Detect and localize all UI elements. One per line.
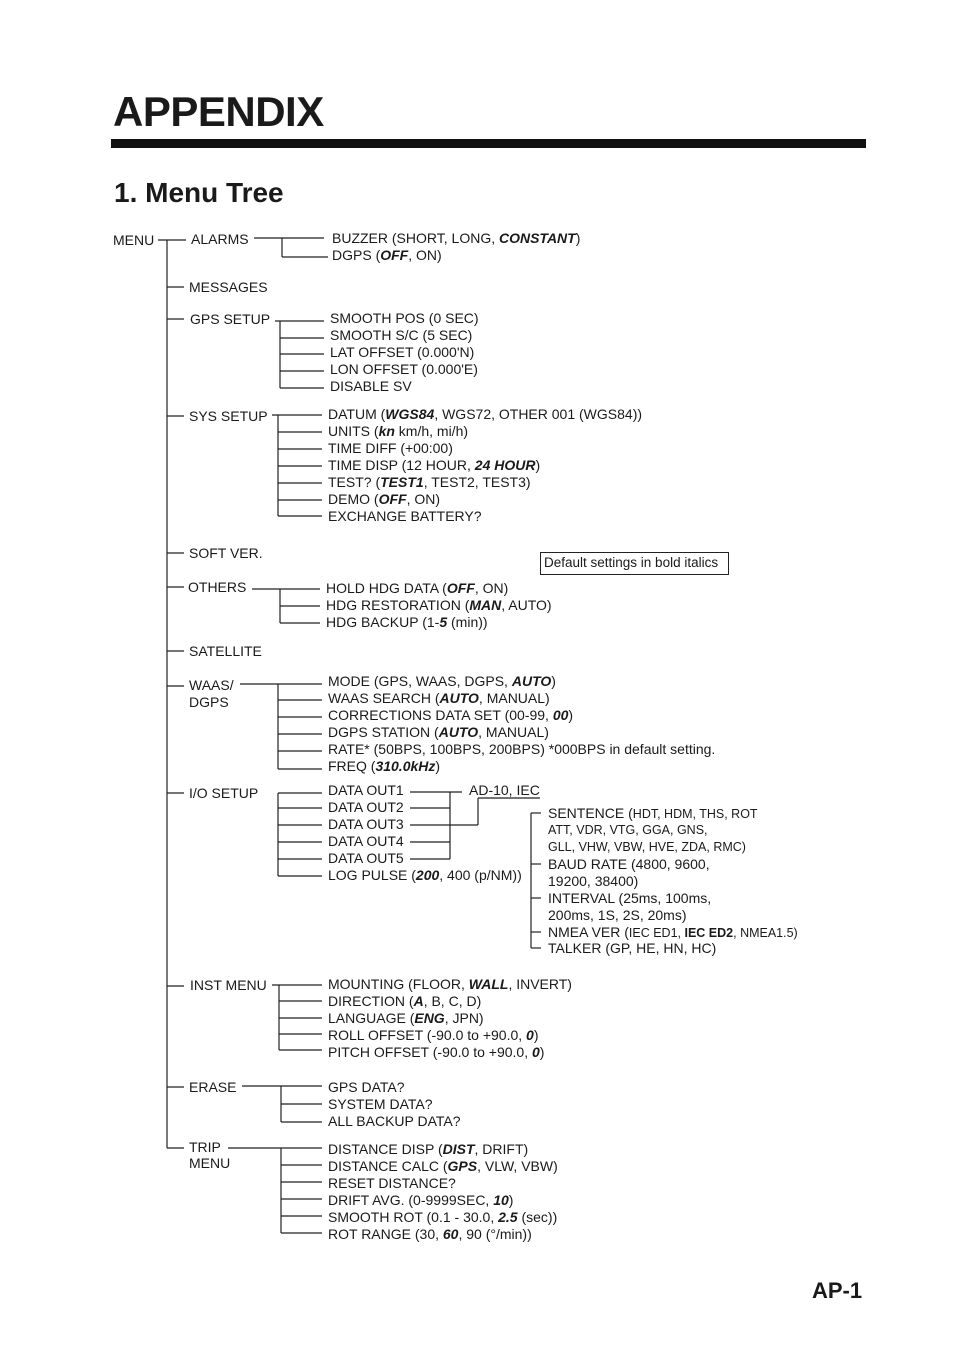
item-text: , ON) bbox=[474, 580, 509, 596]
menu-trip-menu-line1: TRIP bbox=[189, 1139, 221, 1155]
menu-item bbox=[328, 1158, 558, 1174]
menu-item bbox=[328, 673, 556, 689]
menu-item bbox=[328, 1044, 544, 1060]
item-text: , MANUAL) bbox=[478, 690, 550, 706]
item-text: WAAS SEARCH ( bbox=[328, 690, 440, 706]
menu-item bbox=[328, 1192, 513, 1208]
menu-item bbox=[328, 457, 540, 473]
menu-item bbox=[328, 976, 572, 992]
menu-satellite: SATELLITE bbox=[189, 643, 262, 659]
item-text: , VLW, VBW) bbox=[477, 1158, 558, 1174]
default-value: OFF bbox=[378, 491, 407, 507]
item-text: DATA OUT3 bbox=[328, 816, 404, 832]
nmea-opt3: , NMEA1.5) bbox=[733, 926, 798, 940]
menu-item bbox=[328, 758, 440, 774]
item-text: BUZZER (SHORT, LONG, bbox=[332, 230, 499, 246]
menu-trip-menu-line2: MENU bbox=[189, 1155, 231, 1171]
menu-item bbox=[326, 597, 552, 613]
item-text: ) bbox=[435, 758, 441, 774]
sentence-line2: ATT, VDR, VTG, GGA, GNS, bbox=[548, 823, 708, 837]
menu-item bbox=[328, 1175, 456, 1191]
menu-item bbox=[328, 741, 715, 757]
item-text: , B, C, D) bbox=[423, 993, 482, 1009]
item-text: ) bbox=[508, 1192, 514, 1208]
nmea-opt1: IEC ED1, bbox=[628, 926, 685, 940]
default-value: AUTO bbox=[511, 673, 552, 689]
menu-item bbox=[328, 491, 440, 507]
item-text: DGPS ( bbox=[332, 247, 381, 263]
item-text: RESET DISTANCE? bbox=[328, 1175, 456, 1191]
menu-sys-setup: SYS SETUP bbox=[189, 408, 268, 424]
item-text: ) bbox=[533, 1027, 539, 1043]
menu-item bbox=[328, 1010, 484, 1026]
item-text: ) bbox=[568, 707, 574, 723]
default-settings-note: Default settings in bold italics bbox=[540, 552, 729, 575]
menu-item bbox=[332, 247, 442, 263]
sentence-line3: GLL, VHW, VBW, HVE, ZDA, RMC) bbox=[548, 840, 746, 854]
default-value: 310.0kHz bbox=[375, 758, 436, 774]
menu-item bbox=[328, 406, 642, 422]
item-text: DISTANCE DISP ( bbox=[328, 1141, 443, 1157]
menu-item bbox=[328, 440, 453, 456]
menu-item bbox=[328, 833, 404, 849]
menu-item bbox=[330, 344, 474, 360]
default-value: 0 bbox=[526, 1027, 534, 1043]
sentence-line1 bbox=[548, 805, 758, 822]
item-text: , AUTO) bbox=[501, 597, 552, 613]
item-text: LON OFFSET (0.000'E) bbox=[330, 361, 478, 377]
item-text: DEMO ( bbox=[328, 491, 379, 507]
menu-alarms: ALARMS bbox=[191, 231, 249, 247]
item-text: HDG RESTORATION ( bbox=[326, 597, 470, 613]
menu-item bbox=[328, 423, 468, 439]
item-text: LAT OFFSET (0.000'N) bbox=[330, 344, 475, 360]
default-value: 10 bbox=[493, 1192, 509, 1208]
item-text: DRIFT AVG. (0-9999SEC, bbox=[328, 1192, 494, 1208]
baud-rate-line2: 19200, 38400) bbox=[548, 873, 639, 889]
menu-item bbox=[328, 782, 404, 798]
item-text: DATA OUT2 bbox=[328, 799, 404, 815]
item-text: SYSTEM DATA? bbox=[328, 1096, 433, 1112]
default-value: 24 HOUR bbox=[474, 457, 536, 473]
interval-line2: 200ms, 1S, 2S, 20ms) bbox=[548, 907, 687, 923]
item-text: RATE* (50BPS, 100BPS, 200BPS) *000BPS in default setting. bbox=[328, 741, 716, 757]
item-text: ) bbox=[551, 673, 556, 689]
menu-gps-setup: GPS SETUP bbox=[190, 311, 271, 327]
item-text: , ON) bbox=[406, 491, 441, 507]
item-text: TIME DIFF (+00:00) bbox=[328, 440, 453, 456]
default-value: 60 bbox=[442, 1226, 459, 1242]
talker: TALKER (GP, HE, HN, HC) bbox=[548, 940, 717, 956]
default-value: 5 bbox=[439, 614, 448, 630]
default-value: ENG bbox=[414, 1010, 445, 1026]
item-text: HDG BACKUP (1- bbox=[326, 614, 440, 630]
item-text: , DRIFT) bbox=[474, 1141, 529, 1157]
item-text: ) bbox=[575, 230, 581, 246]
default-value: OFF bbox=[380, 247, 409, 263]
menu-item bbox=[328, 707, 573, 723]
item-text: ) bbox=[535, 457, 541, 473]
item-text: (sec)) bbox=[517, 1209, 558, 1225]
menu-item bbox=[332, 230, 580, 246]
nmea-ver bbox=[548, 924, 798, 941]
item-text: UNITS ( bbox=[328, 423, 379, 439]
sentence-label: SENTENCE ( bbox=[548, 805, 633, 821]
menu-inst-menu: INST MENU bbox=[190, 977, 267, 993]
item-text: SMOOTH S/C (5 SEC) bbox=[330, 327, 473, 343]
item-text: DGPS STATION ( bbox=[328, 724, 439, 740]
item-text: EXCHANGE BATTERY? bbox=[328, 508, 482, 524]
menu-item bbox=[328, 1226, 532, 1242]
item-text: MODE (GPS, WAAS, DGPS, bbox=[328, 673, 512, 689]
menu-item bbox=[328, 816, 404, 832]
menu-item bbox=[328, 1079, 405, 1095]
item-text: km/h, mi/h) bbox=[394, 423, 469, 439]
default-value: GPS bbox=[447, 1158, 478, 1174]
menu-item bbox=[328, 867, 522, 883]
item-text: MOUNTING (FLOOR, bbox=[328, 976, 469, 992]
nmea-opt2: IEC ED2 bbox=[684, 926, 734, 940]
item-text: SMOOTH ROT (0.1 - 30.0, bbox=[328, 1209, 499, 1225]
section-title: 1. Menu Tree bbox=[114, 177, 284, 208]
menu-item bbox=[328, 1027, 539, 1043]
default-value: CONSTANT bbox=[498, 230, 576, 246]
item-text: PITCH OFFSET (-90.0 to +90.0, bbox=[328, 1044, 532, 1060]
item-text: LOG PULSE ( bbox=[328, 867, 416, 883]
interval-line1: INTERVAL (25ms, 100ms, bbox=[548, 890, 712, 906]
menu-item bbox=[328, 850, 404, 866]
menu-item bbox=[328, 1096, 433, 1112]
item-text: SMOOTH POS (0 SEC) bbox=[330, 310, 479, 326]
default-value: MAN bbox=[469, 597, 502, 613]
menu-item bbox=[328, 993, 481, 1009]
item-text: FREQ ( bbox=[328, 758, 376, 774]
item-text: GPS DATA? bbox=[328, 1079, 405, 1095]
nmea-label: NMEA VER ( bbox=[548, 924, 629, 940]
default-value: 200 bbox=[415, 867, 440, 883]
item-text: TEST? ( bbox=[328, 474, 381, 490]
default-value: AUTO bbox=[439, 690, 479, 706]
item-text: , ON) bbox=[408, 247, 442, 263]
menu-item bbox=[326, 614, 488, 630]
item-text: ROLL OFFSET (-90.0 to +90.0, bbox=[328, 1027, 527, 1043]
item-text: DISABLE SV bbox=[330, 378, 412, 394]
item-text: HOLD HDG DATA ( bbox=[326, 580, 447, 596]
default-value: 2.5 bbox=[498, 1209, 518, 1225]
default-value: A bbox=[413, 993, 424, 1009]
item-text: CORRECTIONS DATA SET (00-99, bbox=[328, 707, 553, 723]
menu-waas-dgps-line2: DGPS bbox=[189, 694, 229, 710]
default-value: kn bbox=[378, 423, 395, 439]
menu-soft-ver: SOFT VER. bbox=[189, 545, 263, 561]
default-value: WALL bbox=[468, 976, 509, 992]
item-text: DIRECTION ( bbox=[328, 993, 414, 1009]
item-text: ROT RANGE (30, bbox=[328, 1226, 443, 1242]
menu-waas-dgps-line1: WAAS/ bbox=[189, 677, 234, 693]
item-text: DISTANCE CALC ( bbox=[328, 1158, 448, 1174]
menu-messages: MESSAGES bbox=[189, 279, 268, 295]
item-text: DATA OUT4 bbox=[328, 833, 404, 849]
data-out1-extra: AD-10, IEC bbox=[469, 782, 540, 798]
item-text: , INVERT) bbox=[508, 976, 572, 992]
item-text: TIME DISP (12 HOUR, bbox=[328, 457, 475, 473]
item-text: , WGS72, OTHER 001 (WGS84)) bbox=[434, 406, 643, 422]
default-value: 00 bbox=[552, 707, 569, 723]
item-text: , 400 (p/NM)) bbox=[439, 867, 522, 883]
item-text: ) bbox=[539, 1044, 545, 1060]
item-text: LANGUAGE ( bbox=[328, 1010, 415, 1026]
sentence-values: HDT, HDM, THS, ROT bbox=[632, 807, 758, 821]
menu-item bbox=[328, 1141, 528, 1157]
item-text: DATA OUT5 bbox=[328, 850, 404, 866]
item-text: (min)) bbox=[447, 614, 488, 630]
menu-item bbox=[328, 1209, 557, 1225]
menu-item bbox=[330, 310, 479, 326]
menu-item bbox=[330, 361, 478, 377]
menu-item bbox=[328, 508, 482, 524]
default-value: 0 bbox=[531, 1044, 540, 1060]
menu-item bbox=[328, 690, 550, 706]
menu-item bbox=[328, 474, 531, 490]
default-value: WGS84 bbox=[385, 406, 435, 422]
menu-item bbox=[328, 799, 404, 815]
item-text: ALL BACKUP DATA? bbox=[328, 1113, 461, 1129]
item-text: DATA OUT1 bbox=[328, 782, 404, 798]
page-number: AP-1 bbox=[812, 1278, 863, 1303]
menu-erase: ERASE bbox=[189, 1079, 237, 1095]
item-text: , JPN) bbox=[444, 1010, 484, 1026]
menu-item bbox=[330, 327, 472, 343]
item-text: , 90 (°/min)) bbox=[458, 1226, 532, 1242]
menu-item bbox=[328, 1113, 461, 1129]
menu-item bbox=[328, 724, 549, 740]
menu-item bbox=[326, 580, 508, 596]
menu-root-label: MENU bbox=[113, 232, 155, 248]
default-value: TEST1 bbox=[380, 474, 424, 490]
default-value: AUTO bbox=[438, 724, 479, 740]
item-text: DATUM ( bbox=[328, 406, 386, 422]
menu-io-setup: I/O SETUP bbox=[189, 785, 259, 801]
default-value: OFF bbox=[446, 580, 475, 596]
page-title: APPENDIX bbox=[113, 88, 324, 135]
menu-others: OTHERS bbox=[188, 579, 247, 595]
default-value: DIST bbox=[442, 1141, 475, 1157]
baud-rate-line1: BAUD RATE (4800, 9600, bbox=[548, 856, 710, 872]
item-text: , MANUAL) bbox=[478, 724, 549, 740]
menu-item bbox=[330, 378, 412, 394]
item-text: , TEST2, TEST3) bbox=[423, 474, 531, 490]
